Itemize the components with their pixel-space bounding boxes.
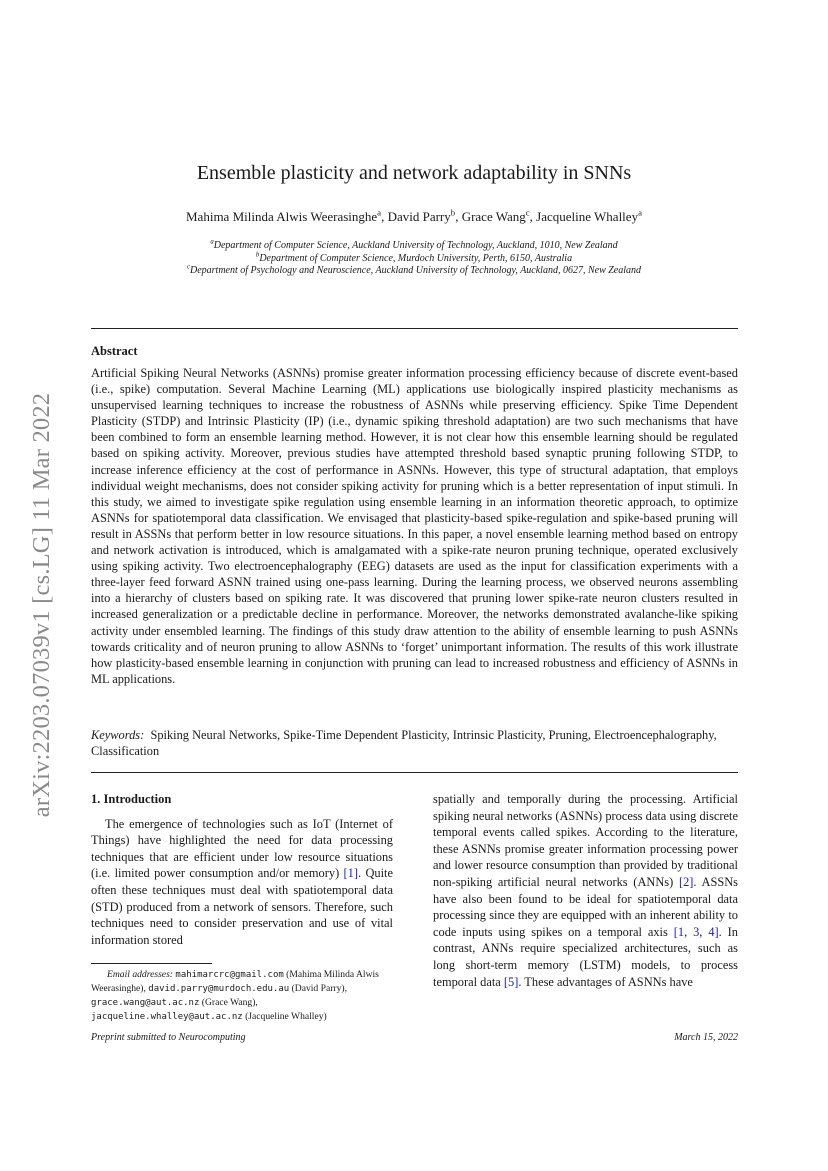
citation-link[interactable]: 3 <box>693 924 700 939</box>
email-link[interactable]: grace.wang@aut.ac.nz <box>91 998 200 1008</box>
divider-top <box>91 328 738 329</box>
author-list: Mahima Milinda Alwis Weerasinghe$^a$, David Parry$^b$, Grace Wang$^c$, Jacqueline Whalley$^a$ <box>186 207 642 224</box>
author-sup: a <box>377 207 382 218</box>
author-name: Mahima Milinda Alwis Weerasinghe <box>186 209 378 224</box>
right-column <box>433 791 738 990</box>
author-name: Grace Wang <box>461 209 526 224</box>
citation-link[interactable]: [2] <box>678 874 694 889</box>
email-link[interactable]: mahimarcrc@gmail.com <box>175 970 284 980</box>
author-name: Jacqueline Whalley <box>536 209 639 224</box>
affiliation-sup: b <box>255 251 260 259</box>
citation-link[interactable]: [1] <box>343 866 358 881</box>
affiliation-sup: a <box>210 238 214 246</box>
body-text: spatially and temporally during the processing. Artificial spiking neural networks (ASNNs) process data using discrete temporal events called spikes. According to the literature, these ASNNs promise greater information processing power and lower resource consumption than provided by traditional non-spiking artificial neural networks (ANNs) <box>433 792 738 889</box>
affiliation <box>90 240 738 253</box>
intro-paragraph <box>91 816 393 949</box>
divider-bottom <box>91 772 738 773</box>
arxiv-id: arXiv:2203.07039v1 [cs.LG] 11 Mar 2022 <box>28 392 55 818</box>
keywords <box>91 727 738 759</box>
affiliations <box>90 240 738 278</box>
author-sup: a <box>638 207 642 218</box>
footnote-divider <box>91 963 212 964</box>
affiliation-sup: c <box>186 263 190 271</box>
email-link[interactable]: jacqueline.whalley@aut.ac.nz <box>91 1012 243 1022</box>
paper-title: Ensemble plasticity and network adaptability in SNNs <box>196 162 632 184</box>
footnote-label: Email addresses: <box>107 969 173 980</box>
body-text: . These advantages of ASNNs have <box>518 974 693 989</box>
citation-link[interactable]: 4] <box>708 924 719 939</box>
affiliation <box>90 265 738 278</box>
affiliation-text: Department of Computer Science, Auckland University of Technology, Auckland, 1010, New Zealand <box>213 240 618 251</box>
body-text: . Quite often these techniques must deal with spatiotemporal data (STD) produced from a network of sensors. Therefore, such techniques need to consider preservation and use of vital information stored <box>91 866 393 947</box>
author-sup: b <box>450 207 456 218</box>
keywords-label: Keywords: <box>91 728 145 742</box>
author-name: David Parry <box>387 209 451 224</box>
footer-date: March 15, 2022 <box>674 1032 738 1043</box>
preprint-note: Preprint submitted to Neurocomputing <box>91 1032 246 1043</box>
footnote-text: (Mahima Milinda Alwis Weerasinghe), <box>91 969 379 994</box>
intro-paragraph-continued: spatially and temporally during the processing. Artificial spiking neural networks (ASNNs) process data using discrete temporal events called spikes. According to the literature, these ASNNs promise greater information processing power and lower resource consumption than provided by traditional non-spiking artificial neural networks (ANNs) [2]. ASSNs have also been found to be ideal for spatiotemporal data processing since they are equipped with an inherent ability to code inputs using spikes on a temporal axis [1, 3, 4]. In contrast, ANNs require specialized architectures, such as long short-term memory (LSTM) models, to process temporal data [5]. These advantages of ASNNs have <box>433 792 738 989</box>
abstract-text: Artificial Spiking Neural Networks (ASNNs) promise greater information processing efficiency because of discrete event-based (i.e., spike) computation. Several Machine Learning (ML) applications use biologically inspired plasticity mechanisms as unsupervised learning techniques to increase the robustness of ASNNs while preserving efficiency. Spike Time Dependent Plasticity (STDP) and Intrinsic Plasticity (IP) (i.e., dynamic spiking threshold adaptation) are two such mechanisms that have been combined to form an ensemble learning method. However, it is not clear how this ensemble learning should be regulated based on spiking activity. Moreover, previous studies have attempted threshold based synaptic pruning following STDP, to increase inference efficiency at the cost of performance in ASNNs. However, this type of structural adaptation, that employs individual weight mechanisms, does not consider spiking activity for pruning which is a better representation of input stimuli. In this study, we aimed to investigate spike regulation using ensemble learning in an information theoretic approach, to optimize ASNNs for spatiotemporal data classification. We envisaged that plasticity-based spike-regulation and spike-based pruning will result in ASSNs that perform better in low resource situations. In this paper, a novel ensemble learning method based on entropy and network activation is introduced, which is amalgamated with a spike-rate neuron pruning technique, operated exclusively using spiking activity. Two electroencephalography (EEG) datasets are used as the input for classification experiments with a three-layer feed forward ASNN trained using one-pass learning. During the learning process, we observed neurons assembling into a hierarchy of clusters based on spiking rate. It was discovered that pruning lower spike-rate neuron clusters resulted in increased generalization or a predictable decline in performance. Moreover, the networks demonstrated avalanche-like spiking activity under ensembled learning. The findings of this study draw attention to the ability of ensemble learning to push ASNNs towards criticality and of neuron pruning to allow ASNNs to ‘forget’ unimportant information. The results of this work illustrate how plasticity-based ensemble learning in conjunction with pruning can lead to increased robustness and efficiency of ASNNs in ML applications. <box>91 366 738 686</box>
affiliation-text: Department of Computer Science, Murdoch University, Perth, 6150, Australia <box>259 252 573 264</box>
abstract-heading: Abstract <box>91 344 138 358</box>
body-text: . In contrast, ANNs require specialized architectures, such as long short-term memory (LSTM) models, to process temporal data <box>433 924 738 989</box>
footnote-text: (Jacqueline Whalley) <box>242 1011 327 1022</box>
body-text: . ASSNs have also been found to be ideal for spatiotemporal data processing since they are equipped with an inherent ability to code inputs using spikes on a temporal axis <box>433 874 738 939</box>
citation-link[interactable]: [1 <box>673 924 685 939</box>
citation-link[interactable]: [5] <box>503 974 519 989</box>
body-text: The emergence of technologies such as IoT (Internet of Things) have highlighted the need for data processing techniques that are efficient under low resource situations (i.e. limited power consumption and/or memory) <box>91 816 393 881</box>
arxiv-stamp <box>24 360 60 850</box>
email-link[interactable]: david.parry@murdoch.edu.au <box>148 984 290 994</box>
section-heading: 1. Introduction <box>91 792 172 806</box>
footnote-emails <box>91 968 393 1024</box>
left-column <box>91 791 393 948</box>
author-sup: c <box>525 207 530 218</box>
affiliation-text: Department of Psychology and Neuroscience, Auckland University of Technology, Auckland, 0627, New Zealand <box>189 265 642 276</box>
footnote-text: (Grace Wang), <box>199 997 258 1008</box>
footnote-text: (David Parry), <box>289 983 347 994</box>
keywords-text: Spiking Neural Networks, Spike-Time Dependent Plasticity, Intrinsic Plasticity, Pruning, Electroencephalography, Classification <box>91 728 717 758</box>
